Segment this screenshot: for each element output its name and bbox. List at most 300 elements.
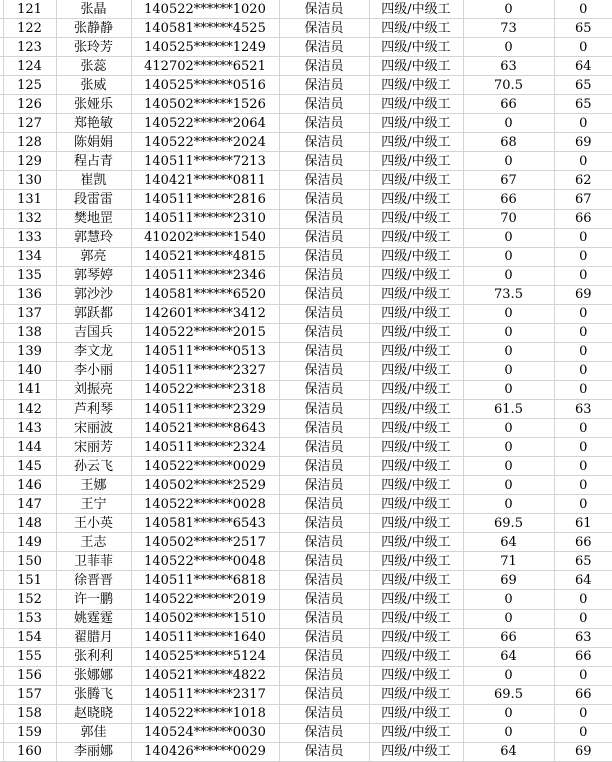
cell-score_2[interactable]: 61 [554, 514, 612, 533]
cell-position[interactable]: 保洁员 [279, 38, 369, 57]
cell-level[interactable]: 四级/中级工 [369, 323, 463, 342]
cell-name[interactable]: 王宁 [56, 495, 131, 514]
cell-id_masked[interactable]: 140581******4525 [131, 19, 279, 38]
cell-score_1[interactable]: 0 [463, 342, 554, 361]
cell-index[interactable]: 145 [3, 457, 56, 476]
cell-index[interactable]: 130 [3, 171, 56, 190]
cell-position[interactable]: 保洁员 [279, 380, 369, 399]
cell-score_1[interactable]: 0 [463, 666, 554, 685]
cell-position[interactable]: 保洁员 [279, 647, 369, 666]
cell-name[interactable]: 张晶 [56, 0, 131, 19]
cell-score_2[interactable]: 0 [554, 438, 612, 457]
table-row [0, 571, 612, 590]
cell-index[interactable]: 128 [3, 133, 56, 152]
cell-id_masked[interactable]: 140511******6818 [131, 571, 279, 590]
cell-id_masked[interactable]: 140522******0048 [131, 552, 279, 571]
cell-id_masked[interactable]: 140511******0513 [131, 342, 279, 361]
cell-score_1[interactable]: 73 [463, 19, 554, 38]
cell-level[interactable]: 四级/中级工 [369, 0, 463, 19]
cell-score_2[interactable]: 0 [554, 323, 612, 342]
cell-position[interactable]: 保洁员 [279, 304, 369, 323]
cell-score_1[interactable]: 0 [463, 590, 554, 609]
cell-index[interactable]: 147 [3, 495, 56, 514]
cell-level[interactable]: 四级/中级工 [369, 666, 463, 685]
cell-score_2[interactable]: 63 [554, 399, 612, 418]
table-row [0, 323, 612, 342]
cell-index[interactable]: 144 [3, 438, 56, 457]
table-row [0, 590, 612, 609]
cell-position[interactable]: 保洁员 [279, 723, 369, 742]
cell-position[interactable]: 保洁员 [279, 19, 369, 38]
cell-position[interactable]: 保洁员 [279, 685, 369, 704]
cell-score_1[interactable]: 0 [463, 476, 554, 495]
cell-score_2[interactable]: 0 [554, 228, 612, 247]
cell-name[interactable]: 宋丽芳 [56, 438, 131, 457]
cell-score_1[interactable]: 0 [463, 323, 554, 342]
table-row [0, 609, 612, 628]
cell-id_masked[interactable]: 140511******1640 [131, 628, 279, 647]
cell-score_1[interactable]: 0 [463, 457, 554, 476]
cell-name[interactable]: 张腾飞 [56, 685, 131, 704]
cell-score_1[interactable]: 0 [463, 228, 554, 247]
cell-index[interactable]: 136 [3, 285, 56, 304]
cell-id_masked[interactable]: 140522******2015 [131, 323, 279, 342]
cell-name[interactable]: 郑艳敏 [56, 114, 131, 133]
cell-level[interactable]: 四级/中级工 [369, 285, 463, 304]
table-row [0, 171, 612, 190]
cell-index[interactable]: 154 [3, 628, 56, 647]
cell-level[interactable]: 四级/中级工 [369, 57, 463, 76]
cell-score_1[interactable]: 0 [463, 438, 554, 457]
cell-index[interactable]: 146 [3, 476, 56, 495]
cell-id_masked[interactable]: 140421******0811 [131, 171, 279, 190]
cell-position[interactable]: 保洁员 [279, 590, 369, 609]
cell-index[interactable]: 121 [3, 0, 56, 19]
cell-score_1[interactable]: 0 [463, 152, 554, 171]
cell-name[interactable]: 卫菲菲 [56, 552, 131, 571]
cell-position[interactable]: 保洁员 [279, 247, 369, 266]
cell-name[interactable]: 李文龙 [56, 342, 131, 361]
cell-index[interactable]: 155 [3, 647, 56, 666]
cell-position[interactable]: 保洁员 [279, 342, 369, 361]
table-row [0, 95, 612, 114]
cell-level[interactable]: 四级/中级工 [369, 571, 463, 590]
cell-id_masked[interactable]: 140524******0030 [131, 723, 279, 742]
cell-score_2[interactable]: 65 [554, 76, 612, 95]
table-row [0, 0, 612, 19]
cell-id_masked[interactable]: 140502******1526 [131, 95, 279, 114]
cell-score_2[interactable]: 66 [554, 533, 612, 552]
cell-position[interactable]: 保洁员 [279, 323, 369, 342]
cell-position[interactable]: 保洁员 [279, 514, 369, 533]
cell-index[interactable]: 132 [3, 209, 56, 228]
cell-index[interactable]: 156 [3, 666, 56, 685]
cell-score_2[interactable]: 0 [554, 304, 612, 323]
cell-index[interactable]: 124 [3, 57, 56, 76]
cell-level[interactable]: 四级/中级工 [369, 533, 463, 552]
cell-name[interactable]: 张蕊 [56, 57, 131, 76]
cell-id_masked[interactable]: 142601******3412 [131, 304, 279, 323]
cell-score_1[interactable]: 0 [463, 247, 554, 266]
cell-position[interactable]: 保洁员 [279, 399, 369, 418]
cell-score_1[interactable]: 69 [463, 571, 554, 590]
cell-score_2[interactable]: 66 [554, 209, 612, 228]
cell-position[interactable]: 保洁员 [279, 0, 369, 19]
cell-id_masked[interactable]: 140581******6520 [131, 285, 279, 304]
cell-level[interactable]: 四级/中级工 [369, 266, 463, 285]
cell-id_masked[interactable]: 140511******2310 [131, 209, 279, 228]
cell-id_masked[interactable]: 140502******1510 [131, 609, 279, 628]
table-row [0, 666, 612, 685]
cell-id_masked[interactable]: 140502******2517 [131, 533, 279, 552]
cell-id_masked[interactable]: 140522******0028 [131, 495, 279, 514]
cell-name[interactable]: 郭沙沙 [56, 285, 131, 304]
cell-score_2[interactable]: 66 [554, 685, 612, 704]
cell-index[interactable]: 122 [3, 19, 56, 38]
cell-index[interactable]: 131 [3, 190, 56, 209]
cell-name[interactable]: 姚霆霆 [56, 609, 131, 628]
cell-score_1[interactable]: 64 [463, 647, 554, 666]
cell-level[interactable]: 四级/中级工 [369, 171, 463, 190]
table-row [0, 533, 612, 552]
cell-id_masked[interactable]: 140581******6543 [131, 514, 279, 533]
cell-score_2[interactable]: 64 [554, 57, 612, 76]
cell-score_1[interactable]: 0 [463, 380, 554, 399]
table-row [0, 76, 612, 95]
cell-score_1[interactable]: 70.5 [463, 76, 554, 95]
table-row [0, 704, 612, 723]
cell-level[interactable]: 四级/中级工 [369, 361, 463, 380]
cell-index[interactable]: 134 [3, 247, 56, 266]
cell-id_masked[interactable]: 410202******1540 [131, 228, 279, 247]
cell-position[interactable]: 保洁员 [279, 266, 369, 285]
cell-id_masked[interactable]: 140511******2324 [131, 438, 279, 457]
cell-name[interactable]: 张利利 [56, 647, 131, 666]
cell-name[interactable]: 郭跃都 [56, 304, 131, 323]
cell-score_2[interactable]: 0 [554, 0, 612, 19]
cell-level[interactable]: 四级/中级工 [369, 476, 463, 495]
cell-id_masked[interactable]: 140522******2024 [131, 133, 279, 152]
cell-id_masked[interactable]: 140511******2816 [131, 190, 279, 209]
cell-level[interactable]: 四级/中级工 [369, 685, 463, 704]
cell-name[interactable]: 赵晓晓 [56, 704, 131, 723]
cell-name[interactable]: 芦利琴 [56, 399, 131, 418]
cell-score_1[interactable]: 64 [463, 533, 554, 552]
cell-index[interactable]: 123 [3, 38, 56, 57]
cell-id_masked[interactable]: 140502******2529 [131, 476, 279, 495]
table-row [0, 285, 612, 304]
cell-position[interactable]: 保洁员 [279, 152, 369, 171]
cell-level[interactable]: 四级/中级工 [369, 495, 463, 514]
table-row [0, 723, 612, 742]
cell-score_2[interactable]: 0 [554, 723, 612, 742]
cell-position[interactable]: 保洁员 [279, 666, 369, 685]
cell-id_masked[interactable]: 140522******2064 [131, 114, 279, 133]
cell-score_2[interactable]: 0 [554, 609, 612, 628]
cell-name[interactable]: 孙云飞 [56, 457, 131, 476]
cell-name[interactable]: 郭佳 [56, 723, 131, 742]
cell-score_1[interactable]: 0 [463, 266, 554, 285]
cell-id_masked[interactable]: 140522******1018 [131, 704, 279, 723]
cell-name[interactable]: 张玲芳 [56, 38, 131, 57]
cell-name[interactable]: 郭亮 [56, 247, 131, 266]
cell-position[interactable]: 保洁员 [279, 285, 369, 304]
cell-level[interactable]: 四级/中级工 [369, 19, 463, 38]
cell-position[interactable]: 保洁员 [279, 76, 369, 95]
cell-id_masked[interactable]: 140511******2317 [131, 685, 279, 704]
cell-position[interactable]: 保洁员 [279, 476, 369, 495]
cell-index[interactable]: 133 [3, 228, 56, 247]
cell-id_masked[interactable]: 140525******0516 [131, 76, 279, 95]
cell-index[interactable]: 153 [3, 609, 56, 628]
cell-score_1[interactable]: 0 [463, 704, 554, 723]
cell-name[interactable]: 李丽娜 [56, 742, 131, 761]
cell-name[interactable]: 郭慧玲 [56, 228, 131, 247]
cell-index[interactable]: 149 [3, 533, 56, 552]
cell-score_1[interactable]: 0 [463, 609, 554, 628]
cell-id_masked[interactable]: 140521******4815 [131, 247, 279, 266]
cell-name[interactable]: 段雷雷 [56, 190, 131, 209]
cell-id_masked[interactable]: 140522******1020 [131, 0, 279, 19]
cell-score_1[interactable]: 68 [463, 133, 554, 152]
cell-position[interactable]: 保洁员 [279, 704, 369, 723]
cell-score_1[interactable]: 0 [463, 0, 554, 19]
cell-name[interactable]: 张娅乐 [56, 95, 131, 114]
cell-score_2[interactable]: 64 [554, 571, 612, 590]
cell-score_2[interactable]: 0 [554, 419, 612, 438]
cell-score_2[interactable]: 69 [554, 742, 612, 761]
cell-position[interactable]: 保洁员 [279, 171, 369, 190]
cell-score_2[interactable]: 0 [554, 704, 612, 723]
cell-score_2[interactable]: 0 [554, 342, 612, 361]
cell-name[interactable]: 张娜娜 [56, 666, 131, 685]
cell-index[interactable]: 127 [3, 114, 56, 133]
cell-id_masked[interactable]: 140426******0029 [131, 742, 279, 761]
cell-position[interactable]: 保洁员 [279, 57, 369, 76]
cell-score_2[interactable]: 65 [554, 95, 612, 114]
cell-score_2[interactable]: 0 [554, 590, 612, 609]
cell-name[interactable]: 樊地罡 [56, 209, 131, 228]
cell-id_masked[interactable]: 140522******0029 [131, 457, 279, 476]
table-row [0, 247, 612, 266]
cell-name[interactable]: 王娜 [56, 476, 131, 495]
cell-level[interactable]: 四级/中级工 [369, 514, 463, 533]
cell-score_2[interactable]: 65 [554, 552, 612, 571]
cell-level[interactable]: 四级/中级工 [369, 647, 463, 666]
cell-position[interactable]: 保洁员 [279, 133, 369, 152]
cell-name[interactable]: 崔凯 [56, 171, 131, 190]
cell-score_1[interactable]: 67 [463, 171, 554, 190]
cell-id_masked[interactable]: 140522******2318 [131, 380, 279, 399]
cell-level[interactable]: 四级/中级工 [369, 133, 463, 152]
table-row [0, 133, 612, 152]
cell-score_1[interactable]: 0 [463, 495, 554, 514]
cell-position[interactable]: 保洁员 [279, 228, 369, 247]
table-row [0, 457, 612, 476]
table-row [0, 514, 612, 533]
cell-index[interactable]: 158 [3, 704, 56, 723]
cell-level[interactable]: 四级/中级工 [369, 742, 463, 761]
cell-id_masked[interactable]: 140525******1249 [131, 38, 279, 57]
cell-score_2[interactable]: 0 [554, 247, 612, 266]
cell-id_masked[interactable]: 140511******2329 [131, 399, 279, 418]
cell-position[interactable]: 保洁员 [279, 209, 369, 228]
cell-score_2[interactable]: 0 [554, 666, 612, 685]
cell-id_masked[interactable]: 140525******5124 [131, 647, 279, 666]
cell-score_1[interactable]: 0 [463, 304, 554, 323]
table-row [0, 552, 612, 571]
cell-position[interactable]: 保洁员 [279, 438, 369, 457]
table-row [0, 114, 612, 133]
cell-score_2[interactable]: 69 [554, 285, 612, 304]
cell-score_1[interactable]: 66 [463, 190, 554, 209]
cell-index[interactable]: 143 [3, 419, 56, 438]
cell-index[interactable]: 140 [3, 361, 56, 380]
cell-id_masked[interactable]: 140522******2019 [131, 590, 279, 609]
cell-position[interactable]: 保洁员 [279, 552, 369, 571]
cell-score_1[interactable]: 69.5 [463, 514, 554, 533]
cell-level[interactable]: 四级/中级工 [369, 38, 463, 57]
cell-score_1[interactable]: 0 [463, 38, 554, 57]
cell-position[interactable]: 保洁员 [279, 628, 369, 647]
cell-name[interactable]: 程占青 [56, 152, 131, 171]
cell-level[interactable]: 四级/中级工 [369, 552, 463, 571]
cell-name[interactable]: 许一鹏 [56, 590, 131, 609]
cell-level[interactable]: 四级/中级工 [369, 380, 463, 399]
cell-score_1[interactable]: 73.5 [463, 285, 554, 304]
cell-index[interactable]: 151 [3, 571, 56, 590]
cell-id_masked[interactable]: 140521******8643 [131, 419, 279, 438]
cell-index[interactable]: 135 [3, 266, 56, 285]
cell-level[interactable]: 四级/中级工 [369, 342, 463, 361]
cell-name[interactable]: 徐晋晋 [56, 571, 131, 590]
cell-position[interactable]: 保洁员 [279, 742, 369, 761]
cell-score_1[interactable]: 0 [463, 419, 554, 438]
cell-name[interactable]: 吉国兵 [56, 323, 131, 342]
cell-level[interactable]: 四级/中级工 [369, 590, 463, 609]
cell-score_1[interactable]: 66 [463, 95, 554, 114]
cell-position[interactable]: 保洁员 [279, 571, 369, 590]
cell-index[interactable]: 129 [3, 152, 56, 171]
cell-name[interactable]: 翟腊月 [56, 628, 131, 647]
cell-index[interactable]: 148 [3, 514, 56, 533]
cell-name[interactable]: 张威 [56, 76, 131, 95]
cell-score_2[interactable]: 0 [554, 152, 612, 171]
cell-index[interactable]: 142 [3, 399, 56, 418]
cell-position[interactable]: 保洁员 [279, 495, 369, 514]
cell-name[interactable]: 王小英 [56, 514, 131, 533]
cell-name[interactable]: 陈娟娟 [56, 133, 131, 152]
cell-score_2[interactable]: 62 [554, 171, 612, 190]
cell-name[interactable]: 王志 [56, 533, 131, 552]
cell-score_2[interactable]: 66 [554, 647, 612, 666]
cell-score_2[interactable]: 0 [554, 114, 612, 133]
cell-index[interactable]: 150 [3, 552, 56, 571]
cell-name[interactable]: 宋丽波 [56, 419, 131, 438]
cell-index[interactable]: 160 [3, 742, 56, 761]
cell-position[interactable]: 保洁员 [279, 114, 369, 133]
cell-score_2[interactable]: 0 [554, 476, 612, 495]
cell-index[interactable]: 126 [3, 95, 56, 114]
cell-level[interactable]: 四级/中级工 [369, 152, 463, 171]
cell-score_2[interactable]: 0 [554, 266, 612, 285]
cell-position[interactable]: 保洁员 [279, 419, 369, 438]
cell-score_2[interactable]: 63 [554, 628, 612, 647]
cell-index[interactable]: 141 [3, 380, 56, 399]
cell-level[interactable]: 四级/中级工 [369, 628, 463, 647]
cell-score_1[interactable]: 0 [463, 114, 554, 133]
cell-score_1[interactable]: 69.5 [463, 685, 554, 704]
cell-name[interactable]: 张静静 [56, 19, 131, 38]
cell-score_1[interactable]: 0 [463, 361, 554, 380]
cell-score_1[interactable]: 0 [463, 723, 554, 742]
cell-index[interactable]: 139 [3, 342, 56, 361]
table-row [0, 19, 612, 38]
cell-name[interactable]: 刘振亮 [56, 380, 131, 399]
cell-name[interactable]: 李小丽 [56, 361, 131, 380]
cell-position[interactable]: 保洁员 [279, 533, 369, 552]
cell-score_1[interactable]: 63 [463, 57, 554, 76]
cell-score_2[interactable]: 0 [554, 495, 612, 514]
cell-score_1[interactable]: 71 [463, 552, 554, 571]
cell-score_1[interactable]: 64 [463, 742, 554, 761]
cell-index[interactable]: 137 [3, 304, 56, 323]
cell-index[interactable]: 157 [3, 685, 56, 704]
cell-id_masked[interactable]: 140511******2327 [131, 361, 279, 380]
cell-level[interactable]: 四级/中级工 [369, 457, 463, 476]
cell-score_2[interactable]: 67 [554, 190, 612, 209]
cell-level[interactable]: 四级/中级工 [369, 704, 463, 723]
cell-level[interactable]: 四级/中级工 [369, 76, 463, 95]
cell-level[interactable]: 四级/中级工 [369, 247, 463, 266]
cell-level[interactable]: 四级/中级工 [369, 723, 463, 742]
cell-level[interactable]: 四级/中级工 [369, 304, 463, 323]
cell-score_2[interactable]: 0 [554, 361, 612, 380]
cell-level[interactable]: 四级/中级工 [369, 438, 463, 457]
cell-level[interactable]: 四级/中级工 [369, 228, 463, 247]
cell-score_1[interactable]: 61.5 [463, 399, 554, 418]
cell-position[interactable]: 保洁员 [279, 95, 369, 114]
cell-id_masked[interactable]: 140511******7213 [131, 152, 279, 171]
cell-score_2[interactable]: 0 [554, 457, 612, 476]
cell-score_1[interactable]: 70 [463, 209, 554, 228]
cell-score_2[interactable]: 65 [554, 19, 612, 38]
cell-position[interactable]: 保洁员 [279, 190, 369, 209]
cell-level[interactable]: 四级/中级工 [369, 190, 463, 209]
cell-level[interactable]: 四级/中级工 [369, 209, 463, 228]
cell-index[interactable]: 152 [3, 590, 56, 609]
cell-index[interactable]: 159 [3, 723, 56, 742]
cell-level[interactable]: 四级/中级工 [369, 114, 463, 133]
cell-level[interactable]: 四级/中级工 [369, 95, 463, 114]
cell-position[interactable]: 保洁员 [279, 457, 369, 476]
cell-score_2[interactable]: 69 [554, 133, 612, 152]
cell-id_masked[interactable]: 140521******4822 [131, 666, 279, 685]
cell-level[interactable]: 四级/中级工 [369, 399, 463, 418]
cell-index[interactable]: 138 [3, 323, 56, 342]
cell-score_1[interactable]: 66 [463, 628, 554, 647]
cell-id_masked[interactable]: 412702******6521 [131, 57, 279, 76]
cell-level[interactable]: 四级/中级工 [369, 419, 463, 438]
cell-position[interactable]: 保洁员 [279, 609, 369, 628]
cell-name[interactable]: 郭琴婷 [56, 266, 131, 285]
cell-score_2[interactable]: 0 [554, 380, 612, 399]
cell-index[interactable]: 125 [3, 76, 56, 95]
cell-id_masked[interactable]: 140511******2346 [131, 266, 279, 285]
cell-level[interactable]: 四级/中级工 [369, 609, 463, 628]
cell-position[interactable]: 保洁员 [279, 361, 369, 380]
cell-score_2[interactable]: 0 [554, 38, 612, 57]
